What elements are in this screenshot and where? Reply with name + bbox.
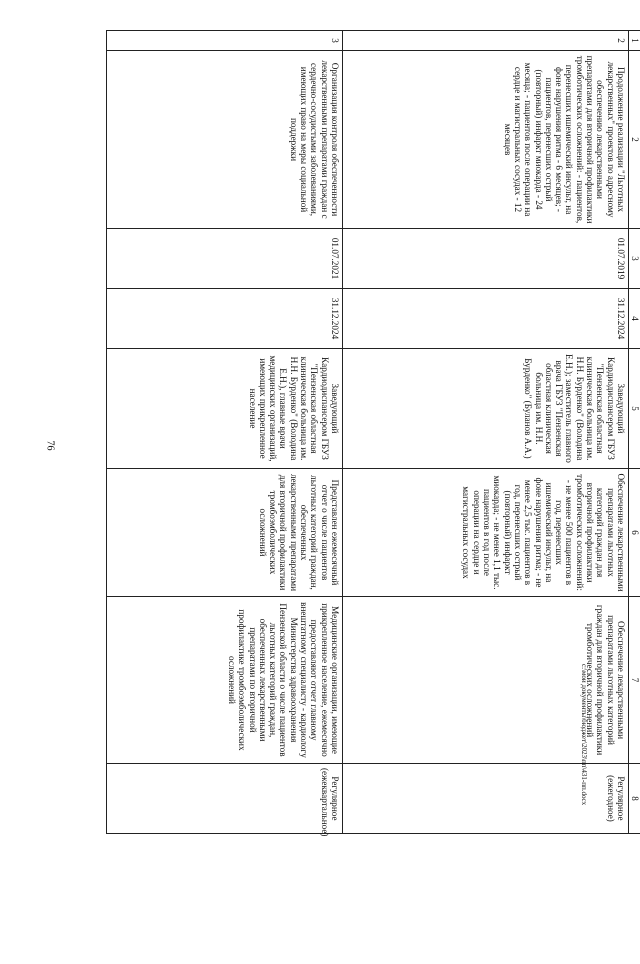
start-date: 01.07.2019 bbox=[342, 229, 628, 289]
column-number: 1 bbox=[628, 31, 640, 51]
column-number: 6 bbox=[628, 469, 640, 597]
result: Представлен ежемесячный отчет о числе пациентов льготных категорий граждан, обеспеченных лекарственными препаратами для вторичной профилактики тромбоэмболических осложнений bbox=[107, 469, 343, 597]
column-number-row bbox=[628, 31, 640, 834]
periodicity: Регулярное (ежеквартальное) bbox=[107, 764, 343, 834]
row-number: 2 bbox=[342, 31, 628, 51]
indicator: Обеспечение лекарственными препаратами льготных категорий граждан для вторичной профилактики тромботических осложнений bbox=[342, 597, 628, 764]
measure-title: Организация контроля обеспеченности лекарственными препаратами граждан с сердечно-сосудистыми заболеваниями, имеющих право на меры социальной поддержки bbox=[107, 51, 343, 229]
column-number: 3 bbox=[628, 229, 640, 289]
responsible: Заведующий Кардиодиспансером ГБУЗ "Пензенская областная клиническая больница им. Н.Н. Бурденко" (Володина Е.Н.); заместитель главного врача ГБУЗ "Пензенская областная клиническая больница им. Н.Н. Бурденко" (Буланов А.А.) bbox=[342, 349, 628, 469]
table-row bbox=[107, 31, 343, 834]
footer-file-path: c:\мои документы\бюджет\2023\пп\431-пп.docx bbox=[580, 664, 588, 806]
page-number: 76 bbox=[44, 440, 56, 451]
column-number: 7 bbox=[628, 597, 640, 764]
column-number: 5 bbox=[628, 349, 640, 469]
column-number: 2 bbox=[628, 51, 640, 229]
measure-title: Продолжение реализации "Льготных лекарственных" проектов по адресному обеспечению лекарственными препаратами для вторичной профилактики тромботических осложнений: - пациентов, перенесших ишемический инсульт, на фоне нарушения ритма - 6 месяцев; - пациентов, перенесших острый (повторный) инфаркт миокарда - 24 месяца; - пациентов после операции на сердце и магистральных сосудах - 12 месяцев bbox=[342, 51, 628, 229]
end-date: 31.12.2024 bbox=[107, 289, 343, 349]
rotated-table-container bbox=[106, 30, 640, 837]
column-number: 4 bbox=[628, 289, 640, 349]
row-number: 3 bbox=[107, 31, 343, 51]
column-number: 8 bbox=[628, 764, 640, 834]
end-date: 31.12.2024 bbox=[342, 289, 628, 349]
start-date: 01.07.2021 bbox=[107, 229, 343, 289]
measures-table bbox=[106, 30, 640, 837]
indicator: Медицинские организации, имеющие прикрепленное население, ежемесячно предоставляют отчет главному внештатному специалисту - кардиологу Министерства здравоохранения Пензенской области о числе пациентов льготных категорий граждан, обеспеченных лекарственными препаратами по вторичной профилактике тромбоэмболических осложнений bbox=[107, 597, 343, 764]
result: Обеспечение лекарственными препаратами льготных категорий граждан для вторичной профилактики тромботических осложнений: - не менее 500 пациентов в год, перенесших ишемический инсульт, на фоне нарушения ритма; - не менее 2,5 тыс. пациентов в год, перенесших острый (повторный) инфаркт миокарда; - не менее 1,1 тыс. пациентов в год после операции на сердце и магистральных сосудах bbox=[342, 469, 628, 597]
responsible: Заведующий Кардиодиспансером ГБУЗ "Пензенская областная клиническая больница им. Н.Н. Бурденко" (Володина Е.Н.), главные врачи медицинских организаций, имеющих прикрепленное население bbox=[107, 349, 343, 469]
periodicity: Регулярное (ежегодное) bbox=[342, 764, 628, 834]
